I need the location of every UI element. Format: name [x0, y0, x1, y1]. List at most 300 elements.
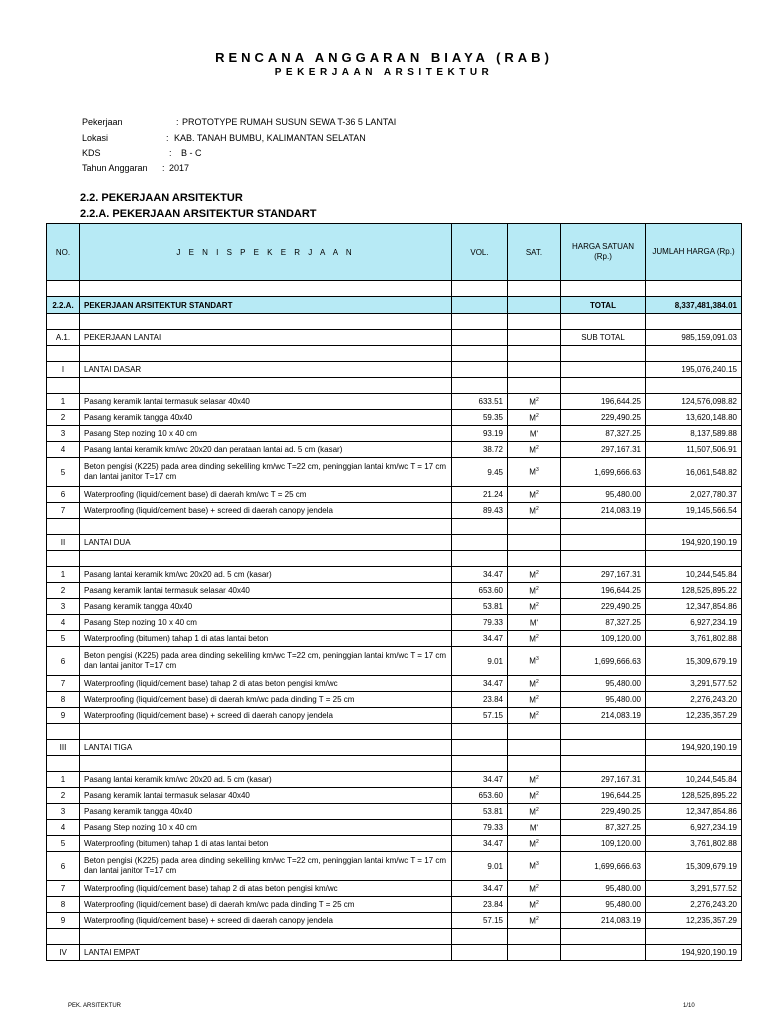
cell-desc: Waterproofing (liquid/cement base) di daerah km/wc pada dinding T = 25 cm — [80, 692, 452, 708]
unit-text: M — [529, 445, 536, 455]
cell-desc: Pasang keramik tangga 40x40 — [80, 599, 452, 615]
cell-desc: Pasang keramik lantai termasuk selasar 40x40 — [80, 788, 452, 804]
meta-label: KDS — [82, 148, 101, 158]
cell-jumlah: 11,507,506.91 — [646, 442, 742, 458]
cell-desc: Waterproofing (liquid/cement base) tahap 2 di atas beton pengisi km/wc — [80, 676, 452, 692]
cell-vol: 9.01 — [452, 852, 508, 881]
cell-sat — [508, 708, 561, 724]
cell-vol — [452, 756, 508, 772]
cell-desc — [80, 346, 452, 362]
cell-vol: 89.43 — [452, 503, 508, 519]
cell-sat — [508, 913, 561, 929]
cell-harga: 214,083.19 — [561, 503, 646, 519]
cell-no: A.1. — [47, 330, 80, 346]
cell-harga — [561, 724, 646, 740]
cell-no: 3 — [47, 426, 80, 442]
header-vol: VOL. — [452, 224, 508, 281]
cell-sat — [508, 297, 561, 314]
cell-no: 8 — [47, 897, 80, 913]
cell-no: 5 — [47, 458, 80, 487]
cell-sat — [508, 945, 561, 961]
cell-sat — [508, 772, 561, 788]
cell-harga: 95,480.00 — [561, 676, 646, 692]
cell-jumlah: 8,337,481,384.01 — [646, 297, 742, 314]
unit-exponent: 2 — [535, 396, 539, 403]
cell-harga: 196,644.25 — [561, 788, 646, 804]
cell-jumlah: 12,347,854.86 — [646, 804, 742, 820]
cell-vol: 21.24 — [452, 487, 508, 503]
unit-text: M — [529, 602, 536, 612]
cell-jumlah: 15,309,679.19 — [646, 647, 742, 676]
unit-text: M — [529, 839, 536, 849]
table-row — [47, 881, 742, 897]
cell-sat — [508, 410, 561, 426]
cell-desc: Waterproofing (liquid/cement base) + screed di daerah canopy jendela — [80, 708, 452, 724]
cell-vol: 79.33 — [452, 615, 508, 631]
cell-vol: 59.35 — [452, 410, 508, 426]
unit-text: M — [529, 900, 536, 910]
table-row — [47, 442, 742, 458]
cell-jumlah: 13,620,148.80 — [646, 410, 742, 426]
spacer-row — [47, 281, 742, 297]
cell-vol: 34.47 — [452, 881, 508, 897]
cell-desc: PEKERJAAN ARSITEKTUR STANDART — [80, 297, 452, 314]
table-row — [47, 458, 742, 487]
cell-vol — [452, 297, 508, 314]
unit-exponent: 2 — [535, 694, 539, 701]
unit-exponent: 3 — [535, 656, 539, 663]
cell-desc: Pasang Step nozing 10 x 40 cm — [80, 820, 452, 836]
unit-text: M — [529, 490, 536, 500]
unit-text: M — [529, 506, 536, 516]
cell-sat — [508, 281, 561, 297]
unit-text: M — [529, 791, 536, 801]
group-row — [47, 535, 742, 551]
unit-exponent: 2 — [535, 915, 539, 922]
cell-sat — [508, 599, 561, 615]
cell-harga: 109,120.00 — [561, 631, 646, 647]
cell-desc — [80, 378, 452, 394]
cell-desc: Pasang keramik tangga 40x40 — [80, 410, 452, 426]
cell-no: 9 — [47, 913, 80, 929]
table-row — [47, 487, 742, 503]
cell-sat — [508, 804, 561, 820]
cell-harga — [561, 535, 646, 551]
cell-sat — [508, 551, 561, 567]
unit-text: M' — [529, 618, 539, 628]
cell-sat — [508, 458, 561, 487]
cell-harga — [561, 929, 646, 945]
cell-jumlah: 194,920,190.19 — [646, 740, 742, 756]
cell-sat — [508, 820, 561, 836]
cell-desc: Pasang Step nozing 10 x 40 cm — [80, 426, 452, 442]
cell-harga — [561, 378, 646, 394]
cell-harga: SUB TOTAL — [561, 330, 646, 346]
section-heading: 2.2. PEKERJAAN ARSITEKTUR — [80, 192, 243, 204]
cell-jumlah — [646, 756, 742, 772]
cell-vol — [452, 929, 508, 945]
table-row — [47, 820, 742, 836]
cell-vol — [452, 346, 508, 362]
unit-exponent: 2 — [535, 806, 539, 813]
cell-vol — [452, 281, 508, 297]
table-row — [47, 599, 742, 615]
cell-jumlah: 6,927,234.19 — [646, 820, 742, 836]
cell-vol: 53.81 — [452, 804, 508, 820]
unit-text: M — [529, 807, 536, 817]
cell-sat — [508, 676, 561, 692]
unit-exponent: 2 — [535, 678, 539, 685]
cell-desc: LANTAI DASAR — [80, 362, 452, 378]
spacer-row — [47, 346, 742, 362]
section-subheading: 2.2.A. PEKERJAAN ARSITEKTUR STANDART — [80, 208, 317, 220]
cell-harga: TOTAL — [561, 297, 646, 314]
group-row — [47, 945, 742, 961]
cell-vol — [452, 945, 508, 961]
cell-desc: Waterproofing (liquid/cement base) di daerah km/wc pada dinding T = 25 cm — [80, 897, 452, 913]
unit-exponent: 2 — [535, 444, 539, 451]
meta-sep: : — [166, 133, 169, 143]
spacer-row — [47, 519, 742, 535]
group-row — [47, 740, 742, 756]
header-no: NO. — [47, 224, 80, 281]
cell-vol: 633.51 — [452, 394, 508, 410]
footer-page: 1/10 — [683, 1003, 695, 1009]
meta-sep: : — [176, 117, 179, 127]
cell-jumlah: 128,525,895.22 — [646, 788, 742, 804]
cell-sat — [508, 647, 561, 676]
cell-sat — [508, 426, 561, 442]
unit-exponent: 2 — [535, 883, 539, 890]
cell-sat — [508, 330, 561, 346]
unit-exponent: 2 — [535, 774, 539, 781]
unit-exponent: 2 — [535, 412, 539, 419]
cell-harga: 297,167.31 — [561, 567, 646, 583]
cell-jumlah: 19,145,566.54 — [646, 503, 742, 519]
cell-jumlah: 12,235,357.29 — [646, 913, 742, 929]
cell-vol: 9.45 — [452, 458, 508, 487]
cell-sat — [508, 852, 561, 881]
unit-text: M — [529, 570, 536, 580]
cell-sat — [508, 881, 561, 897]
cell-no: 1 — [47, 394, 80, 410]
cell-harga — [561, 945, 646, 961]
cell-desc: Beton pengisi (K225) pada area dinding sekeliling km/wc T=22 cm, peninggian lantai km/wc T = 17 cm dan lantai janitor T=17 cm — [80, 647, 452, 676]
cell-desc: Pasang keramik lantai termasuk selasar 40x40 — [80, 394, 452, 410]
cell-harga: 196,644.25 — [561, 394, 646, 410]
cell-harga: 229,490.25 — [561, 410, 646, 426]
cell-jumlah: 8,137,589.88 — [646, 426, 742, 442]
cell-desc: Waterproofing (liquid/cement base) + screed di daerah canopy jendela — [80, 503, 452, 519]
cell-no — [47, 756, 80, 772]
unit-text: M — [529, 916, 536, 926]
unit-text: M — [529, 656, 536, 666]
cell-jumlah: 6,927,234.19 — [646, 615, 742, 631]
meta-sep: : — [169, 148, 172, 158]
cell-vol: 653.60 — [452, 788, 508, 804]
cell-harga: 1,699,666.63 — [561, 458, 646, 487]
cell-jumlah: 3,761,802.88 — [646, 631, 742, 647]
cell-harga — [561, 756, 646, 772]
cell-jumlah — [646, 378, 742, 394]
cell-jumlah: 3,291,577.52 — [646, 676, 742, 692]
table-row — [47, 426, 742, 442]
cell-jumlah: 10,244,545.84 — [646, 567, 742, 583]
cell-no — [47, 929, 80, 945]
cell-harga: 297,167.31 — [561, 772, 646, 788]
cell-vol — [452, 724, 508, 740]
cell-harga: 87,327.25 — [561, 820, 646, 836]
cell-no: I — [47, 362, 80, 378]
cell-vol: 34.47 — [452, 836, 508, 852]
cell-sat — [508, 631, 561, 647]
table-row — [47, 913, 742, 929]
cell-sat — [508, 897, 561, 913]
cell-jumlah — [646, 519, 742, 535]
cell-sat — [508, 535, 561, 551]
footer-left: PEK. ARSITEKTUR — [68, 1003, 122, 1009]
cell-harga — [561, 281, 646, 297]
table-header-row — [47, 224, 742, 281]
cell-harga: 229,490.25 — [561, 804, 646, 820]
cell-vol — [452, 378, 508, 394]
table-row — [47, 772, 742, 788]
cell-sat — [508, 724, 561, 740]
cell-harga: 214,083.19 — [561, 913, 646, 929]
cell-sat — [508, 394, 561, 410]
cell-desc: Pasang keramik tangga 40x40 — [80, 804, 452, 820]
table-row — [47, 647, 742, 676]
table-row — [47, 676, 742, 692]
table-row — [47, 788, 742, 804]
cell-vol: 57.15 — [452, 708, 508, 724]
cell-jumlah — [646, 314, 742, 330]
table-row — [47, 503, 742, 519]
cell-jumlah: 10,244,545.84 — [646, 772, 742, 788]
unit-text: M — [529, 695, 536, 705]
cell-no: 3 — [47, 804, 80, 820]
cell-jumlah — [646, 281, 742, 297]
cell-sat — [508, 929, 561, 945]
table-row — [47, 394, 742, 410]
cell-jumlah: 15,309,679.19 — [646, 852, 742, 881]
cell-no: 2 — [47, 788, 80, 804]
cell-harga: 297,167.31 — [561, 442, 646, 458]
meta-value: 2017 — [169, 163, 190, 173]
cell-no: 6 — [47, 487, 80, 503]
spacer-row — [47, 929, 742, 945]
cell-jumlah: 2,276,243.20 — [646, 897, 742, 913]
cell-jumlah: 194,920,190.19 — [646, 535, 742, 551]
meta-value: PROTOTYPE RUMAH SUSUN SEWA T-36 5 LANTAI — [182, 117, 397, 127]
table-row — [47, 708, 742, 724]
cell-vol: 23.84 — [452, 692, 508, 708]
cell-vol: 653.60 — [452, 583, 508, 599]
table-row — [47, 692, 742, 708]
cell-desc — [80, 929, 452, 945]
table-row — [47, 567, 742, 583]
cell-no: 4 — [47, 820, 80, 836]
cell-desc — [80, 519, 452, 535]
unit-text: M — [529, 679, 536, 689]
cell-no: 2.2.A. — [47, 297, 80, 314]
meta-label: Tahun Anggaran — [82, 163, 148, 173]
table-row — [47, 852, 742, 881]
cell-desc: Pasang lantai keramik km/wc 20x20 ad. 5 cm (kasar) — [80, 772, 452, 788]
table-row — [47, 615, 742, 631]
cell-harga: 1,699,666.63 — [561, 852, 646, 881]
cell-jumlah: 3,291,577.52 — [646, 881, 742, 897]
unit-text: M — [529, 775, 536, 785]
cell-jumlah: 2,027,780.37 — [646, 487, 742, 503]
cell-sat — [508, 378, 561, 394]
header-harga: HARGA SATUAN (Rp.) — [561, 224, 646, 281]
group-row — [47, 362, 742, 378]
table-body — [47, 281, 742, 961]
table-row — [47, 410, 742, 426]
unit-text: M — [529, 413, 536, 423]
cell-vol: 38.72 — [452, 442, 508, 458]
cell-harga — [561, 346, 646, 362]
total-row — [47, 297, 742, 314]
cell-no — [47, 519, 80, 535]
cell-desc — [80, 281, 452, 297]
cell-desc: PEKERJAAN LANTAI — [80, 330, 452, 346]
cell-no: 7 — [47, 503, 80, 519]
cell-harga: 196,644.25 — [561, 583, 646, 599]
unit-text: M — [529, 586, 536, 596]
cell-sat — [508, 583, 561, 599]
unit-exponent: 2 — [535, 899, 539, 906]
unit-text: M — [529, 397, 536, 407]
unit-exponent: 2 — [535, 838, 539, 845]
cell-vol: 34.47 — [452, 567, 508, 583]
header-sat: SAT. — [508, 224, 561, 281]
unit-exponent: 2 — [535, 505, 539, 512]
cell-jumlah — [646, 551, 742, 567]
cell-desc — [80, 756, 452, 772]
cell-harga — [561, 362, 646, 378]
cell-harga — [561, 314, 646, 330]
cell-sat — [508, 346, 561, 362]
meta-value: KAB. TANAH BUMBU, KALIMANTAN SELATAN — [174, 133, 366, 143]
cell-no: 5 — [47, 836, 80, 852]
unit-exponent: 2 — [535, 585, 539, 592]
unit-text: M — [529, 861, 536, 871]
group-row — [47, 330, 742, 346]
cell-no: 7 — [47, 676, 80, 692]
cell-no: 2 — [47, 583, 80, 599]
meta-label: Lokasi — [82, 133, 109, 143]
cell-desc: Waterproofing (liquid/cement base) + screed di daerah canopy jendela — [80, 913, 452, 929]
unit-text: M — [529, 634, 536, 644]
table-row — [47, 897, 742, 913]
unit-text: M — [529, 711, 536, 721]
cell-jumlah: 194,920,190.19 — [646, 945, 742, 961]
cell-desc: Beton pengisi (K225) pada area dinding sekeliling km/wc T=22 cm, peninggian lantai km/wc T = 17 cm dan lantai janitor T=17 cm — [80, 852, 452, 881]
cell-desc: Waterproofing (bitumen) tahap 1 di atas lantai beton — [80, 631, 452, 647]
cell-harga: 95,480.00 — [561, 692, 646, 708]
cell-no: II — [47, 535, 80, 551]
cell-jumlah — [646, 724, 742, 740]
header-jumlah: JUMLAH HARGA (Rp.) — [646, 224, 742, 281]
meta-value: B - C — [181, 148, 202, 158]
cell-sat — [508, 442, 561, 458]
cell-vol: 9.01 — [452, 647, 508, 676]
cell-no — [47, 346, 80, 362]
cell-vol — [452, 535, 508, 551]
cell-desc: LANTAI EMPAT — [80, 945, 452, 961]
cell-harga: 229,490.25 — [561, 599, 646, 615]
unit-text: M' — [529, 823, 539, 833]
cell-no: 7 — [47, 881, 80, 897]
cell-no: 5 — [47, 631, 80, 647]
cell-no: 8 — [47, 692, 80, 708]
cell-desc — [80, 314, 452, 330]
cell-vol — [452, 519, 508, 535]
cell-vol — [452, 362, 508, 378]
header-jenis: J E N I S P E K E R J A A N — [80, 224, 452, 281]
document-subtitle: PEKERJAAN ARSITEKTUR — [274, 67, 494, 78]
cell-jumlah: 12,347,854.86 — [646, 599, 742, 615]
cell-sat — [508, 519, 561, 535]
cell-desc: Pasang keramik lantai termasuk selasar 40x40 — [80, 583, 452, 599]
cell-vol: 53.81 — [452, 599, 508, 615]
cell-no: IV — [47, 945, 80, 961]
cell-harga: 95,480.00 — [561, 881, 646, 897]
unit-exponent: 2 — [535, 633, 539, 640]
cell-desc: LANTAI TIGA — [80, 740, 452, 756]
spacer-row — [47, 724, 742, 740]
cell-no: 2 — [47, 410, 80, 426]
meta-sep: : — [162, 163, 165, 173]
cell-sat — [508, 756, 561, 772]
cell-vol — [452, 314, 508, 330]
cell-harga — [561, 740, 646, 756]
unit-text: M — [529, 884, 536, 894]
cell-jumlah: 195,076,240.15 — [646, 362, 742, 378]
rab-table — [46, 223, 742, 961]
cell-no — [47, 314, 80, 330]
cell-no — [47, 281, 80, 297]
cell-jumlah: 985,159,091.03 — [646, 330, 742, 346]
table-row — [47, 804, 742, 820]
cell-sat — [508, 788, 561, 804]
cell-desc: Beton pengisi (K225) pada area dinding sekeliling km/wc T=22 cm, peninggian lantai km/wc T = 17 cm dan lantai janitor T=17 cm — [80, 458, 452, 487]
cell-jumlah: 3,761,802.88 — [646, 836, 742, 852]
cell-sat — [508, 836, 561, 852]
cell-harga: 109,120.00 — [561, 836, 646, 852]
cell-no: III — [47, 740, 80, 756]
cell-desc: Waterproofing (liquid/cement base) tahap 2 di atas beton pengisi km/wc — [80, 881, 452, 897]
cell-jumlah: 124,576,098.82 — [646, 394, 742, 410]
cell-sat — [508, 692, 561, 708]
cell-harga: 87,327.25 — [561, 615, 646, 631]
cell-no — [47, 551, 80, 567]
cell-jumlah — [646, 929, 742, 945]
cell-sat — [508, 487, 561, 503]
cell-harga: 87,327.25 — [561, 426, 646, 442]
cell-sat — [508, 314, 561, 330]
spacer-row — [47, 314, 742, 330]
cell-harga — [561, 519, 646, 535]
cell-no — [47, 724, 80, 740]
spacer-row — [47, 378, 742, 394]
cell-desc — [80, 724, 452, 740]
cell-sat — [508, 362, 561, 378]
cell-no: 1 — [47, 567, 80, 583]
cell-jumlah: 128,525,895.22 — [646, 583, 742, 599]
